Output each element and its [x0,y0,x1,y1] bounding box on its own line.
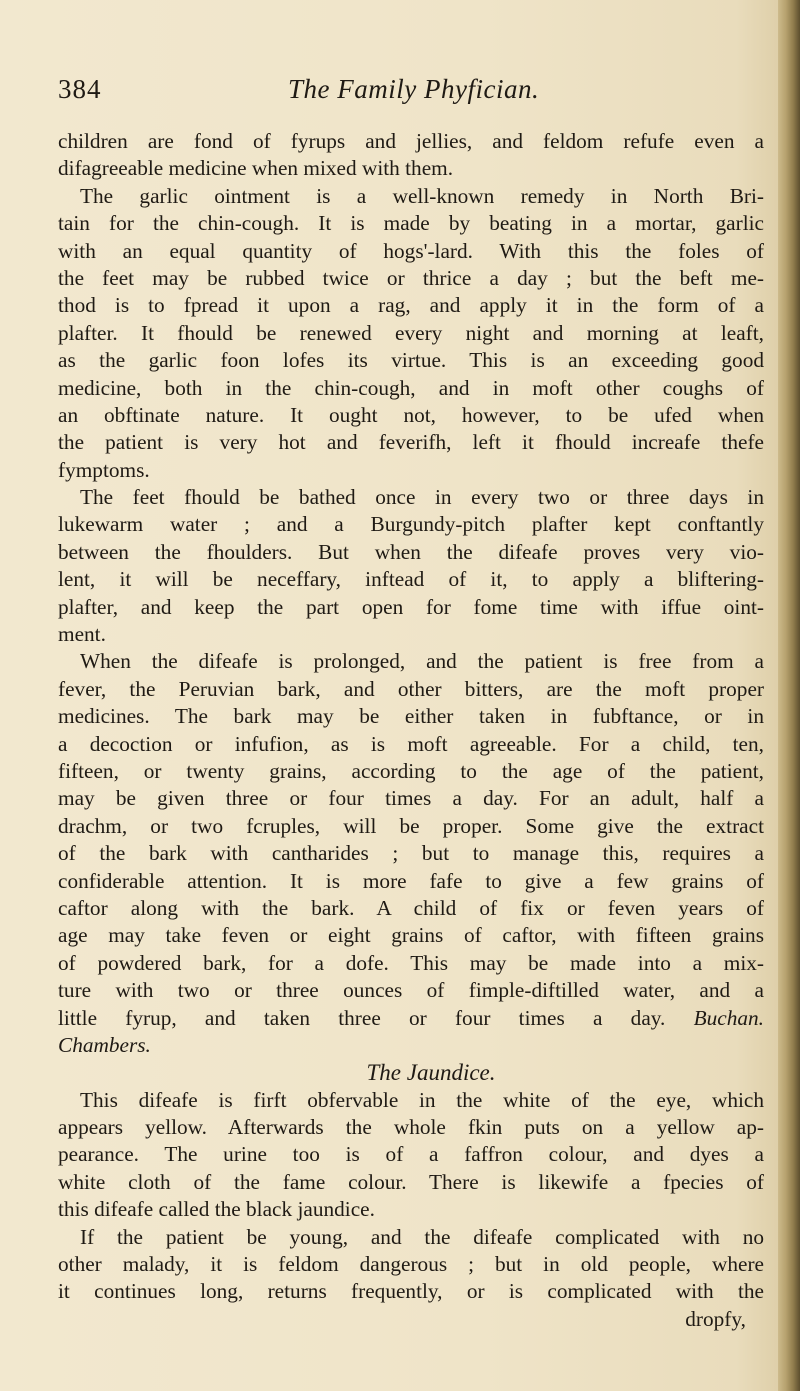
text-line: pearance. The urine too is of a faffron colour, and dyes a [58,1142,764,1167]
attribution-chambers: Chambers. [58,1032,151,1057]
text-line: plafter, and keep the part open for fome time with iffue oint- [58,594,764,619]
text-line: When the difeafe is prolonged, and the patient is free from a [80,649,764,674]
text-line: fymptoms. [58,457,150,482]
text-line: appears yellow. Afterwards the whole fkin puts on a yellow ap- [58,1115,764,1140]
text-line: with an equal quantity of hogs'-lard. With this the foles of [58,238,764,263]
text-line: caftor along with the bark. A child of fix or feven years of [58,895,764,920]
page-edge-shadow [778,0,800,1391]
text-line: age may take feven or eight grains of caftor, with fifteen grains [58,923,764,948]
text-line: fever, the Peruvian bark, and other bitters, are the moft proper [58,676,764,701]
text-line: drachm, or two fcruples, will be proper. Some give the extract [58,813,764,838]
text-line: medicine, both in the chin-cough, and in moft other coughs of [58,375,764,400]
text-line: lent, it will be neceffary, inftead of it, to apply a bliftering- [58,567,764,592]
text-line: The feet fhould be bathed once in every two or three days in [80,485,764,510]
text-line: between the fhoulders. But when the difeafe proves very vio- [58,539,764,564]
text-line: other malady, it is feldom dangerous ; but in old people, where [58,1252,764,1277]
section-heading: The Jaundice. [366,1060,496,1086]
text-line: the patient is very hot and feverifh, left it fhould increafe thefe [58,430,764,455]
text-line-content: little fyrup, and taken three or four times a day. [58,1005,666,1030]
text-line: ment. [58,622,106,647]
text-line: plafter. It fhould be renewed every night and morning at leaft, [58,320,764,345]
text-line: a decoction or infufion, as is moft agreeable. For a child, ten, [58,731,764,756]
text-line: as the garlic foon lofes its virtue. This is an exceeding good [58,348,764,373]
text-line: of powdered bark, for a dofe. This may be made into a mix- [58,950,764,975]
text-line: thod is to fpread it upon a rag, and apply it in the form of a [58,293,764,318]
text-line: lukewarm water ; and a Burgundy-pitch plafter kept conftantly [58,512,764,537]
text-line [58,1005,764,1032]
text-line: white cloth of the fame colour. There is likewife a fpecies of [58,1169,764,1194]
text-line: the feet may be rubbed twice or thrice a day ; but the beft me- [58,265,764,290]
text-line: children are fond of fyrups and jellies, and feldom refufe even a [58,129,764,153]
text-line: fifteen, or twenty grains, according to the age of the patient, [58,758,764,783]
text-line: an obftinate nature. It ought not, however, to be ufed when [58,402,764,427]
attribution-buchan: Buchan. [693,1005,764,1030]
text-line: tain for the chin-cough. It is made by beating in a mortar, garlic [58,211,764,236]
catchword: dropfy, [685,1306,746,1331]
running-header [58,74,758,114]
text-line: medicines. The bark may be either taken in fubftance, or in [58,704,764,729]
text-line: ture with two or three ounces of fimple-diftilled water, and a [58,978,764,1003]
text-line: If the patient be young, and the difeafe complicated with no [80,1224,764,1249]
body-text [58,128,764,1333]
running-title: The Family Phyfician. [288,74,540,104]
text-line: this difeafe called the black jaundice. [58,1197,375,1222]
page-number: 384 [58,74,102,104]
text-line: This difeafe is firft obfervable in the white of the eye, which [80,1087,764,1112]
text-line: difagreeable medicine when mixed with them. [58,156,454,181]
text-line: of the bark with cantharides ; but to manage this, requires a [58,841,764,866]
text-line: confiderable attention. It is more fafe to give a few grains of [58,868,764,893]
text-line: it continues long, returns frequently, or is complicated with the [58,1279,764,1304]
text-line: The garlic ointment is a well-known remedy in North Bri- [80,183,764,208]
text-line: may be given three or four times a day. For an adult, half a [58,786,764,811]
